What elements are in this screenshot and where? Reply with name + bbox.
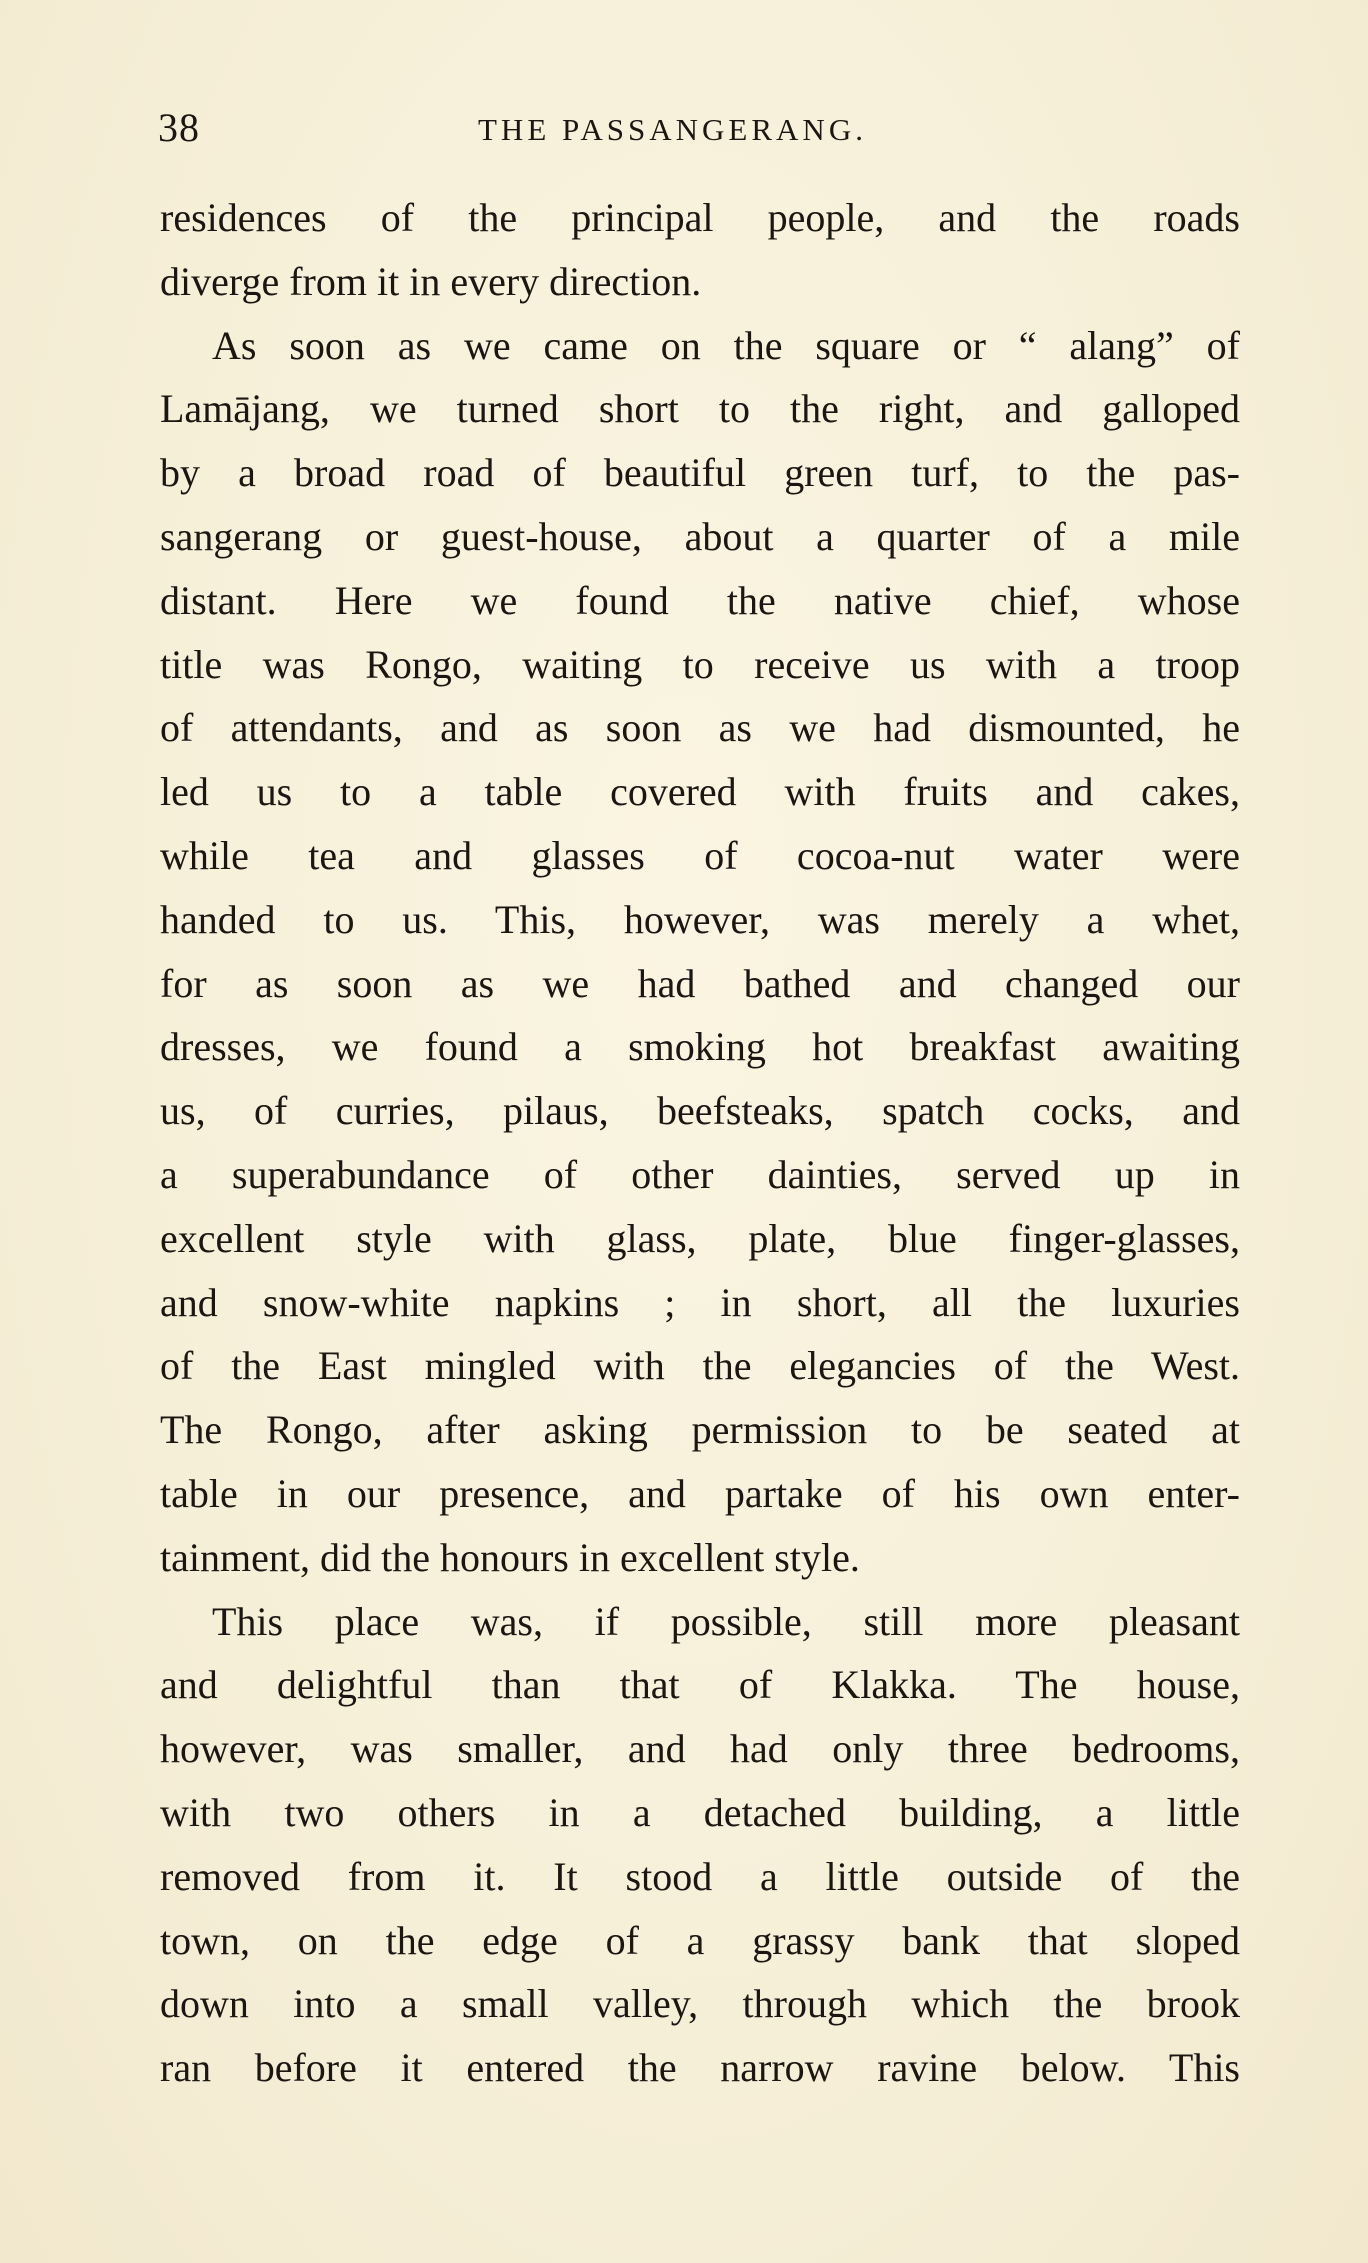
text-line: diverge from it in every direction.: [160, 258, 702, 304]
text-line: of the East mingled with the elegancies of the West.: [160, 1343, 1240, 1389]
text-line: handed to us. This, however, was merely a whet,: [160, 896, 1240, 942]
text-line: tainment, did the honours in excellent style.: [160, 1534, 860, 1580]
text-line: removed from it. It stood a little outside of the: [160, 1853, 1240, 1899]
text-line: us, of curries, pilaus, beefsteaks, spatch cocks, and: [160, 1088, 1240, 1134]
text-line: for as soon as we had bathed and changed our: [160, 960, 1240, 1006]
page-header: [158, 104, 1258, 164]
text-line: however, was smaller, and had only three bedrooms,: [160, 1726, 1240, 1772]
page-number: 38: [158, 105, 200, 150]
text-line: The Rongo, after asking permission to be seated at: [160, 1407, 1240, 1453]
text-line: Lamājang, we turned short to the right, and galloped: [160, 386, 1240, 432]
text-line: led us to a table covered with fruits and cakes,: [160, 769, 1240, 815]
text-line: dresses, we found a smoking hot breakfast awaiting: [160, 1024, 1240, 1070]
text-line: with two others in a detached building, a little: [160, 1789, 1240, 1835]
text-line: excellent style with glass, plate, blue finger-glasses,: [160, 1215, 1240, 1261]
text-line: This place was, if possible, still more pleasant: [212, 1598, 1240, 1644]
text-line: and snow-white napkins ; in short, all the luxuries: [160, 1279, 1240, 1325]
text-line: while tea and glasses of cocoa-nut water were: [160, 832, 1240, 878]
text-line: distant. Here we found the native chief, whose: [160, 577, 1240, 623]
text-line: residences of the principal people, and the roads: [160, 195, 1240, 240]
text-line: and delightful than that of Klakka. The house,: [160, 1662, 1240, 1708]
text-line: down into a small valley, through which the brook: [160, 1981, 1240, 2027]
text-line: table in our presence, and partake of his own enter-: [160, 1470, 1240, 1516]
text-line: by a broad road of beautiful green turf, to the pas-: [160, 450, 1240, 496]
running-head: THE PASSANGERANG.: [478, 112, 867, 147]
text-line: As soon as we came on the square or “ alang” of: [212, 322, 1240, 368]
text-line: sangerang or guest-house, about a quarter of a mile: [160, 513, 1240, 559]
text-line: town, on the edge of a grassy bank that sloped: [160, 1917, 1240, 1963]
text-line: title was Rongo, waiting to receive us with a troop: [160, 641, 1240, 687]
text-line: ran before it entered the narrow ravine below. This: [160, 2045, 1240, 2091]
text-line: of attendants, and as soon as we had dismounted, he: [160, 705, 1240, 751]
text-line: a superabundance of other dainties, served up in: [160, 1151, 1240, 1197]
body-text: [160, 186, 1240, 2100]
